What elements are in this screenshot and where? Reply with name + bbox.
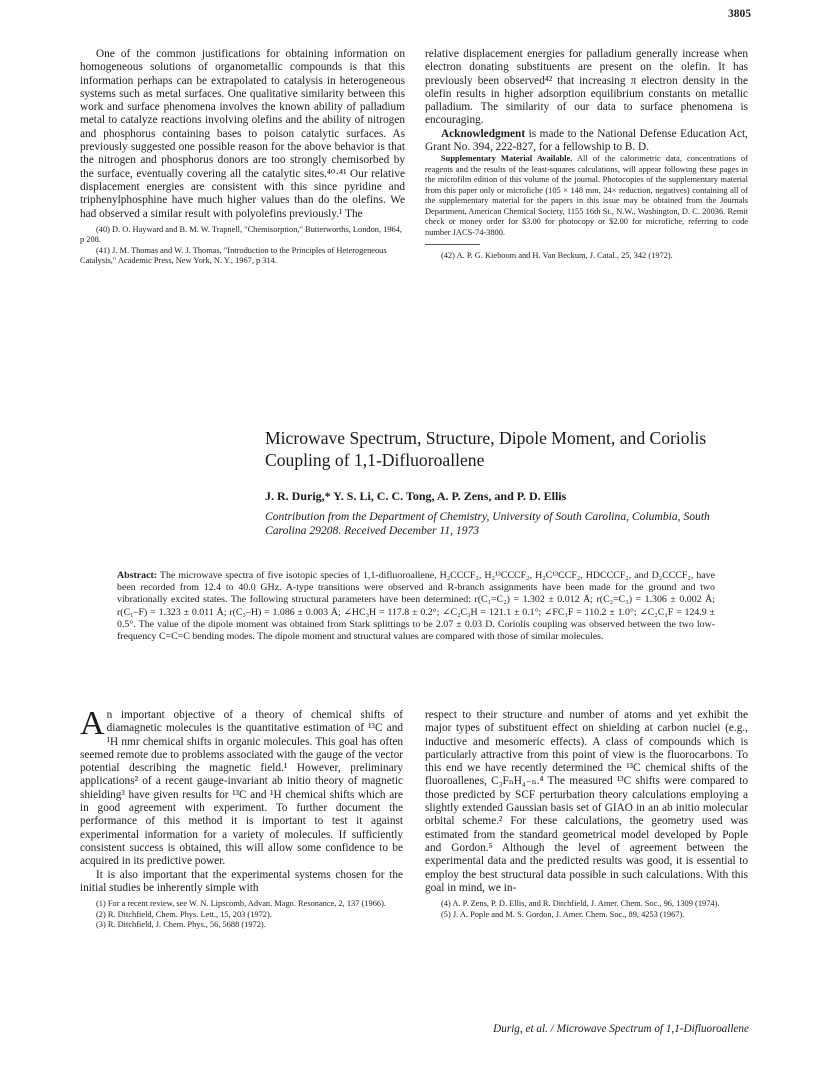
top-left-column [80,48,405,266]
footnote-42: (42) A. P. G. Kieboom and H. Van Beckum, J. Catal., 25, 342 (1972). [441,251,673,261]
footnote-3: (3) R. Ditchfield, J. Chem. Phys., 56, 5688 (1972). [96,919,266,929]
footnote-separator-right [425,244,480,245]
acknowledgment [425,128,748,155]
continued-paragraph-right: relative displacement energies for palladium generally increase when electron donating substituents are present on the olefin. It has previously been observed⁴² that increasing π electron density in the olefin results in higher adsorption equilibrium constants on metallic palladium. The similarity of our data to surface phenomena is encouraging. [425,48,748,127]
supplementary-material [425,154,748,238]
body-right-paragraph: respect to their structure and number of atoms and yet exhibit the major types of substituent effect on shielding at carbon nuclei (e.g., inductive and mesomeric effects). A class of compounds which is particularly attractive from this point of view is the fluorocarbons. To this end we have recently determined the ¹³C chemical shifts of the fluoroallenes, C₃FₙH₄₋ₙ.⁴ The measured ¹³C shifts were compared to those predicted by SCF perturbation theory calculations employing a slightly extended Gaussian basis set of GIAO in an ab initio molecular orbital scheme.² For these calculations, the geometry used was estimated from the standard geometrical model developed by Pople and Gordon.⁵ Although the level of agreement between the experimental data and the predicted results was good, it is essential to employ the best structural data possible in such calculations. With this goal in mind, we in- [425,709,748,894]
article-title: Microwave Spectrum, Structure, Dipole Moment, and Coriolis Coupling of 1,1-Difluoroallene [265,428,707,470]
acknowledgment-lead: Acknowledgment [441,127,526,140]
page-number: 3805 [728,8,751,20]
drop-cap: A [80,705,105,742]
intro-text: n important objective of a theory of chemical shifts of diamagnetic molecules is the quantitative estimation of ¹³C and ¹H nmr chemical shifts in organic molecules. This goal has often seemed remote due to problems associated with the gauge of the vector potential describing the magnetic field.¹ However, preliminary applications² of a recent gauge-invariant ab initio theory of magnetic shielding³ have given results for ¹³C and ¹H chemical shifts which are in good agreement with experiment. To further document the performance of this method it is important to test it against experimental information for a variety of molecules. If sufficiently consistent success is obtained, this will allow some confidence to be acquired in its predictive power. [80,709,403,868]
footnote-41: (41) J. M. Thomas and W. J. Thomas, "Introduction to the Principles of Heterogeneous Catalysis," Academic Press, New York, N. Y., 1967, p 314. [80,245,387,266]
body-left-column [80,705,403,930]
body-right-column [425,709,748,920]
body-paragraph-2: It is also important that the experimental systems chosen for the initial studies be inherently simple with [80,868,403,894]
article-authors: J. R. Durig,* Y. S. Li, C. C. Tong, A. P. Zens, and P. D. Ellis [265,489,567,503]
supplementary-text: All of the calorimetric data, concentrations of reagents and the results of the least-squares calculations, will appear following these pages in the microfilm edition of this volume of the journal. Photocopies of the supplementary material from this paper only or microfiche (105 × 148 mm, 24× reduction, negatives) containing all of the supplementary material for the papers in this issue may be obtained from the Journals Department, American Chemical Society, 1155 16th St., N.W., Washington, D. C. 20036. Remit check or money order for $3.00 for photocopy or $2.00 for microfiche, referring to code number JACS-74-3800. [425,154,748,237]
intro-paragraph [80,705,403,869]
footnote-5: (5) J. A. Pople and M. S. Gordon, J. Amer. Chem. Soc., 89, 4253 (1967). [441,909,685,919]
footnote-2: (2) R. Ditchfield, Chem. Phys. Lett., 15, 203 (1972). [96,909,272,919]
article-header [265,428,745,538]
continued-paragraph: One of the common justifications for obtaining information on homogeneous solutions of organometallic compounds is that this information perhaps can be extrapolated to catalysis in heterogeneous systems such as metal surfaces. One qualitative similarity between this work and surface phenomena involves the known ability of palladium metal to catalyze reactions involving olefins and the ability of nitrogen and phosphorus containing bases to poison catalytic surfaces. As previously suggested one possible reason for the above behavior is that the nitrogen and phosphorus donors are too strongly chemisorbed by the surface, eventually covering all the catalytic sites.⁴⁰·⁴¹ Our relative displacement energies are consistent with this since pyridine and triphenylphosphine have much higher values than do the olefins. We had observed a similar result with polyolefins previously.¹ The [80,48,405,220]
article-affiliation: Contribution from the Department of Chemistry, University of South Carolina, Columbia, South Carolina 29208. Received December 11, 1973 [265,510,710,537]
abstract-text: The microwave spectra of five isotopic species of 1,1-difluoroallene, H₂CCCF₂, H₂¹³CCCF₂, H₂C¹³CCF₂, HDCCCF₂, and D₂CCCF₂, have been recorded from 12.4 to 40.0 GHz. A-type transitions were observed and R-branch assignments have been made for the ground and two vibrationally excited states. The following structural parameters have been determined: r(C₁=C₂) = 1.302 ± 0.012 Å; r(C₂=C₃) = 1.306 ± 0.002 Å; r(C₁–F) = 1.323 ± 0.011 Å; r(C₃–H) = 1.086 ± 0.003 Å; ∠HC₃H = 117.8 ± 0.2°; ∠C₂C₃H = 121.1 ± 0.1°; ∠FC₁F = 110.2 ± 1.0°; ∠C₂C₁F = 124.9 ± 0.5°. The value of the dipole moment was obtained from Stark splittings to be 2.07 ± 0.03 D. Coriolis coupling was observed between the two low-frequency C=C=C bending modes. The dipole moment and structural values are compared with those of similar molecules. [117,570,715,643]
abstract [117,570,715,643]
footnote-4: (4) A. P. Zens, P. D. Ellis, and R. Ditchfield, J. Amer. Chem. Soc., 96, 1309 (1974). [441,899,720,909]
acknowledgment-text: is made to the National Defense Education Act, Grant No. 394, 222-827, for a fellowship to B. D. [425,127,748,154]
top-right-column [425,48,748,262]
footnote-40: (40) D. O. Hayward and B. M. W. Trapnell, "Chemisorption," Butterworths, London, 1964, p 208. [80,224,402,245]
abstract-lead: Abstract: [117,570,158,581]
supplementary-lead: Supplementary Material Available. [441,154,573,164]
running-footer: Durig, et al. / Microwave Spectrum of 1,1-Difluoroallene [493,1023,749,1035]
footnote-1: (1) For a recent review, see W. N. Lipscomb, Advan. Magn. Resonance, 2, 137 (1966). [96,899,386,909]
